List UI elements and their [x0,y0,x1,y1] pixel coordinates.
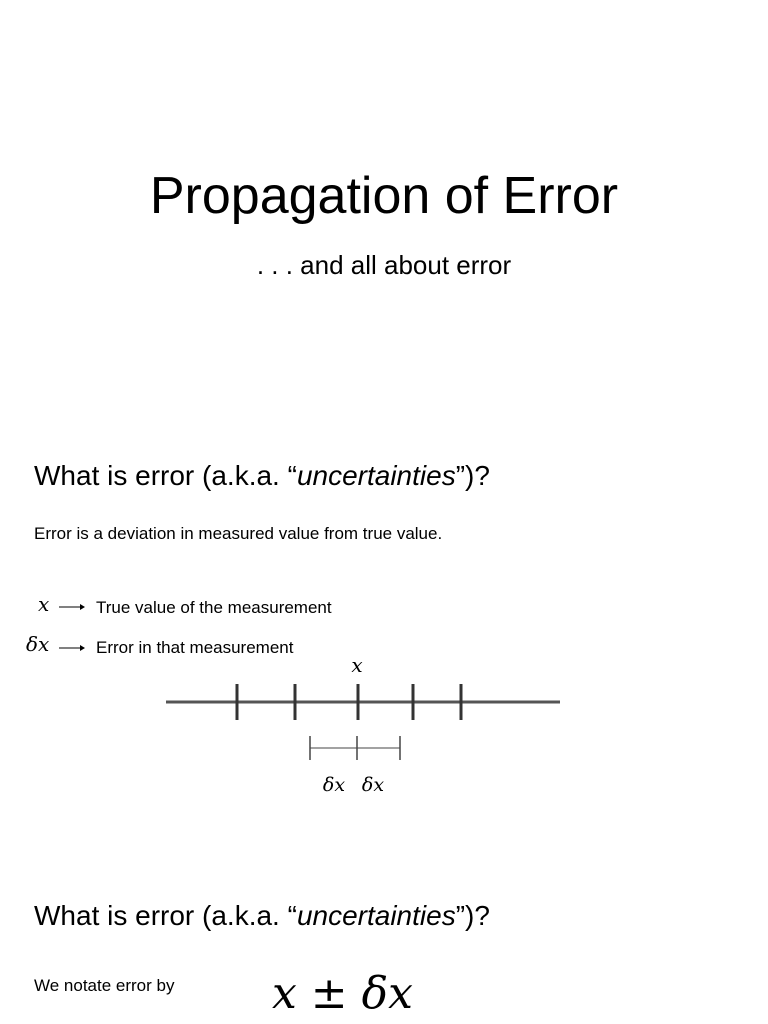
heading-text: What is error (a.k.a. “ [34,900,297,931]
slide-heading [34,900,490,932]
heading-text-end: ”)? [455,900,490,931]
center-value-label: x [351,653,363,677]
deck-subtitle: . . . and all about error [256,250,512,280]
number-line-diagram [0,420,768,860]
heading-text: What is error (a.k.a. “ [34,460,297,491]
legend-label-true-value: True value of the measurement [96,598,332,617]
title-slide [0,0,768,420]
definition-text: Error is a deviation in measured value from true value. [34,524,443,543]
error-definition-slide [0,420,768,860]
error-notation-slide [0,860,768,1024]
delta-x-symbol: δx [26,632,50,656]
notation-text: We notate error by [34,976,175,995]
interval-label-left: δx [322,774,346,796]
heading-text-end: ”)? [455,460,490,491]
heading-emphasis: uncertainties [296,460,456,491]
legend-label-error: Error in that measurement [96,638,294,657]
error-notation-formula: x ± δx [272,968,413,1019]
x-symbol: x [38,592,50,616]
deck-title: Propagation of Error [149,167,619,225]
heading-emphasis: uncertainties [296,900,456,931]
interval-label-right: δx [361,774,385,796]
